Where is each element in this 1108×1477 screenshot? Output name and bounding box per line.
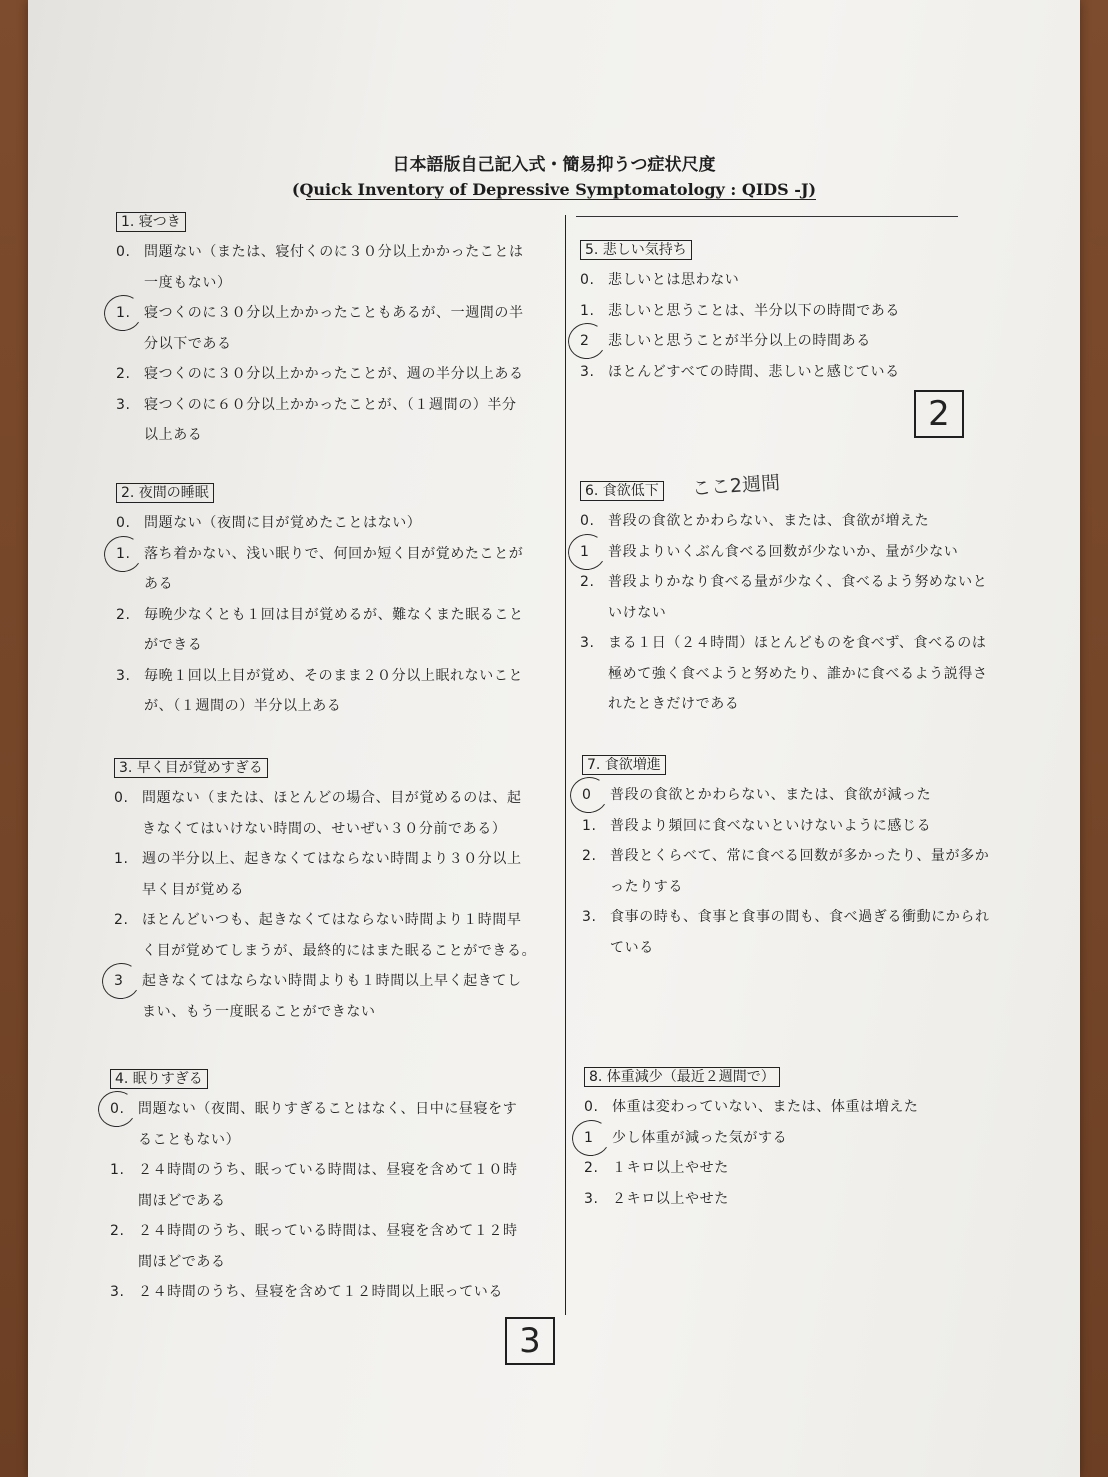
- option-text: 問題ない（夜間、眠りすぎることはなく、日中に昼寝をす: [138, 1101, 518, 1117]
- option-text: 普段の食欲とかわらない、または、食欲が減った: [610, 787, 932, 803]
- section-header: 8. 体重減少（最近２週間で）: [584, 1067, 780, 1087]
- option-text: ることもない）: [138, 1131, 241, 1148]
- answer-option: [584, 1153, 918, 1184]
- option-text: 落ち着かない、浅い眠りで、何回か短く目が覚めたことが: [144, 545, 524, 562]
- option-text: まる１日（２４時間）ほとんどものを食べず、食べるのは: [608, 635, 987, 651]
- answer-option: [114, 844, 536, 905]
- section-1-sleep-onset: [116, 211, 524, 451]
- option-line: [114, 783, 536, 814]
- answer-option: [580, 506, 988, 537]
- answer-option: [116, 390, 524, 451]
- answer-option: [114, 966, 536, 1027]
- answer-option: [114, 783, 536, 844]
- option-number: 1.: [110, 1162, 125, 1178]
- option-line: [116, 420, 524, 451]
- option-line: [584, 1184, 918, 1215]
- option-line: [116, 630, 524, 661]
- option-line: [116, 359, 524, 390]
- answer-option: [580, 326, 900, 357]
- option-text: 普段の食欲とかわらない、または、食欲が増えた: [608, 513, 930, 529]
- option-line: [580, 659, 988, 690]
- option-line: [110, 1186, 518, 1217]
- option-line: [116, 539, 524, 570]
- answer-option: [116, 359, 524, 390]
- option-text: 毎晩少なくとも１回は目が覚めるが、難なくまた眠ること: [144, 606, 524, 623]
- option-number: 1.: [116, 305, 131, 321]
- option-line: [116, 569, 524, 600]
- handwritten-note: ここ2週間: [691, 471, 781, 500]
- option-number: 1.: [580, 302, 595, 319]
- section-header: 2. 夜間の睡眠: [116, 483, 214, 503]
- right-column-rule: [576, 216, 958, 217]
- option-line: [116, 600, 524, 631]
- option-text: 寝つくのに３０分以上かかったことが、週の半分以上ある: [144, 366, 524, 382]
- option-number: 0.: [116, 244, 131, 260]
- option-number: 2.: [116, 606, 131, 623]
- option-text: 極めて強く食べようと努めたり、誰かに食べるよう説得さ: [608, 665, 988, 682]
- answer-option: [582, 841, 990, 902]
- option-text: 悲しいと思うことが半分以上の時間ある: [608, 333, 871, 349]
- option-line: [110, 1094, 518, 1125]
- option-number: 3.: [580, 363, 595, 380]
- answer-option: [110, 1277, 518, 1308]
- option-number: 1: [580, 543, 590, 560]
- option-number: 0.: [114, 790, 129, 806]
- option-text: ている: [610, 939, 654, 956]
- option-text: ある: [144, 576, 174, 592]
- option-line: [582, 841, 990, 872]
- option-line: [580, 506, 988, 537]
- answer-option: [580, 357, 900, 388]
- section-header: 3. 早く目が覚めすぎる: [114, 758, 268, 778]
- answer-option: [580, 628, 988, 720]
- option-text: 問題ない（夜間に目が覚めたことはない）: [144, 515, 422, 531]
- option-line: [114, 844, 536, 875]
- answer-option: [116, 237, 524, 298]
- option-line: [116, 237, 524, 268]
- option-text: 普段より頻回に食べないといけないように感じる: [610, 817, 932, 834]
- option-line: [116, 508, 524, 539]
- section-header: 6. 食欲低下: [580, 481, 664, 501]
- option-number: 0.: [110, 1101, 125, 1117]
- option-line: [116, 268, 524, 299]
- option-text: 間ほどである: [138, 1253, 226, 1270]
- option-number: 3.: [116, 396, 131, 413]
- section-header: 7. 食欲増進: [582, 755, 666, 775]
- option-text: 悲しいとは思わない: [608, 272, 740, 288]
- answer-option: [584, 1092, 918, 1123]
- option-line: [582, 933, 990, 964]
- answer-option: [116, 661, 524, 722]
- option-text: が、（１週間の）半分以上ある: [144, 698, 342, 714]
- option-text: 週の半分以上、起きなくてはならない時間より３０分以上: [142, 851, 522, 867]
- answer-option: [116, 539, 524, 600]
- option-line: [114, 814, 536, 845]
- option-text: 起きなくてはならない時間よりも１時間以上早く起きてし: [142, 973, 522, 989]
- option-number: 3: [114, 973, 124, 989]
- option-text: 普段よりかなり食べる量が少なく、食べるよう努めないと: [608, 574, 988, 590]
- option-line: [114, 966, 536, 997]
- option-line: [114, 875, 536, 906]
- option-number: 3.: [582, 909, 597, 925]
- answer-option: [116, 600, 524, 661]
- section-8-weight-loss: [584, 1066, 918, 1214]
- option-line: [582, 902, 990, 933]
- option-text: 分以下である: [144, 335, 232, 352]
- section-7-appetite-increase: [582, 754, 990, 963]
- option-line: [580, 567, 988, 598]
- option-line: [582, 872, 990, 903]
- option-line: [110, 1125, 518, 1156]
- answer-option: [580, 567, 988, 628]
- section-header: 5. 悲しい気持ち: [580, 240, 692, 260]
- answer-option: [582, 902, 990, 963]
- option-line: [116, 691, 524, 722]
- option-number: 2.: [580, 574, 595, 590]
- option-text: きなくてはいけない時間の、せいぜい３０分前である）: [142, 820, 507, 837]
- answer-option: [582, 811, 990, 842]
- option-line: [580, 628, 988, 659]
- answer-option: [584, 1123, 918, 1154]
- option-line: [580, 296, 900, 327]
- option-line: [110, 1277, 518, 1308]
- option-line: [116, 661, 524, 692]
- option-number: 1.: [116, 545, 131, 562]
- option-text: 寝つくのに３０分以上かかったこともあるが、一週間の半: [144, 305, 524, 321]
- answer-option: [114, 905, 536, 966]
- answer-option: [116, 508, 524, 539]
- option-text: 一度もない）: [144, 274, 232, 291]
- option-text: ったりする: [610, 878, 683, 895]
- option-number: 1: [584, 1129, 594, 1146]
- section-3-early-waking: [114, 757, 536, 1027]
- option-text: 少し体重が減った気がする: [612, 1129, 788, 1146]
- option-number: 2.: [584, 1160, 599, 1176]
- score-box-bottom: 3: [505, 1317, 555, 1365]
- answer-option: [116, 298, 524, 359]
- option-text: ２４時間のうち、昼寝を含めて１２時間以上眠っている: [138, 1284, 503, 1300]
- option-text: 問題ない（または、寝付くのに３０分以上かかったことは: [144, 244, 524, 260]
- option-number: 0.: [584, 1099, 599, 1115]
- subtitle-underline: [306, 199, 816, 200]
- option-text: ２４時間のうち、眠っている時間は、昼寝を含めて１２時: [138, 1223, 518, 1239]
- option-number: 2.: [582, 848, 597, 864]
- option-text: 寝つくのに６０分以上かかったことが、（１週間の）半分: [144, 396, 517, 413]
- section-header: 1. 寝つき: [116, 212, 186, 232]
- option-text: ほとんどすべての時間、悲しいと感じている: [608, 363, 900, 380]
- answer-option: [580, 265, 900, 296]
- option-text: 問題ない（または、ほとんどの場合、目が覚めるのは、起: [142, 790, 522, 806]
- option-number: 3.: [584, 1190, 599, 1207]
- option-line: [580, 689, 988, 720]
- option-number: 2.: [110, 1223, 125, 1239]
- option-line: [114, 936, 536, 967]
- option-text: 以上ある: [144, 427, 203, 443]
- section-6-appetite-decrease: [580, 480, 988, 720]
- option-number: 2.: [116, 366, 131, 382]
- option-number: 0.: [116, 515, 131, 531]
- answer-option: [580, 296, 900, 327]
- option-line: [110, 1216, 518, 1247]
- option-text: １キロ以上やせた: [612, 1160, 729, 1176]
- option-line: [110, 1247, 518, 1278]
- option-line: [580, 357, 900, 388]
- option-line: [116, 298, 524, 329]
- option-number: 0: [582, 787, 592, 803]
- option-text: 早く目が覚める: [142, 881, 245, 898]
- option-line: [110, 1155, 518, 1186]
- option-line: [582, 780, 990, 811]
- option-line: [580, 326, 900, 357]
- option-line: [582, 811, 990, 842]
- option-line: [114, 997, 536, 1028]
- answer-option: [110, 1155, 518, 1216]
- answer-option: [584, 1184, 918, 1215]
- option-text: 普段とくらべて、常に食べる回数が多かったり、量が多か: [610, 848, 990, 864]
- option-text: く目が覚めてしまうが、最終的にはまた眠ることができる。: [142, 942, 537, 959]
- option-line: [580, 265, 900, 296]
- section-4-oversleeping: [110, 1068, 518, 1308]
- option-text: 食事の時も、食事と食事の間も、食べ過ぎる衝動にかられ: [610, 909, 990, 925]
- option-number: 0.: [580, 513, 595, 529]
- option-text: れたときだけである: [608, 696, 740, 712]
- option-text: 体重は変わっていない、または、体重は増えた: [612, 1099, 919, 1115]
- option-text: まい、もう一度眠ることができない: [142, 1003, 376, 1020]
- page-title: 日本語版自己記入式・簡易抑うつ症状尺度: [392, 155, 716, 175]
- option-number: 1.: [114, 851, 129, 867]
- option-text: 悲しいと思うことは、半分以下の時間である: [608, 302, 900, 319]
- option-line: [584, 1123, 918, 1154]
- option-text: 毎晩１回以上目が覚め、そのまま２０分以上眠れないこと: [144, 667, 524, 684]
- section-2-night-sleep: [116, 482, 524, 722]
- answer-option: [580, 537, 988, 568]
- option-line: [580, 537, 988, 568]
- option-text: ２キロ以上やせた: [612, 1190, 729, 1207]
- option-number: 1.: [582, 817, 597, 834]
- option-line: [116, 390, 524, 421]
- score-box-right: 2: [914, 390, 964, 438]
- option-number: 3.: [116, 667, 131, 684]
- option-text: ができる: [144, 637, 203, 653]
- option-text: ２４時間のうち、眠っている時間は、昼寝を含めて１０時: [138, 1162, 518, 1178]
- page-subtitle: (Quick Inventory of Depressive Symptomatology : QIDS -J): [291, 180, 817, 199]
- option-text: いけない: [608, 604, 667, 621]
- column-divider: [565, 215, 566, 1315]
- option-line: [584, 1153, 918, 1184]
- answer-option: [582, 780, 990, 811]
- option-line: [580, 598, 988, 629]
- option-number: 2.: [114, 912, 129, 928]
- answer-option: [110, 1216, 518, 1277]
- option-text: 間ほどである: [138, 1192, 226, 1209]
- option-line: [114, 905, 536, 936]
- option-text: 普段よりいくぶん食べる回数が少ないか、量が少ない: [608, 543, 959, 560]
- option-number: 0.: [580, 272, 595, 288]
- section-5-sadness: [580, 239, 900, 387]
- section-header: 4. 眠りすぎる: [110, 1069, 208, 1089]
- option-number: 3.: [580, 635, 595, 651]
- option-line: [116, 329, 524, 360]
- option-text: ほとんどいつも、起きなくてはならない時間より１時間早: [142, 912, 522, 928]
- answer-option: [110, 1094, 518, 1155]
- option-line: [584, 1092, 918, 1123]
- option-number: 2: [580, 333, 590, 349]
- option-number: 3.: [110, 1284, 125, 1300]
